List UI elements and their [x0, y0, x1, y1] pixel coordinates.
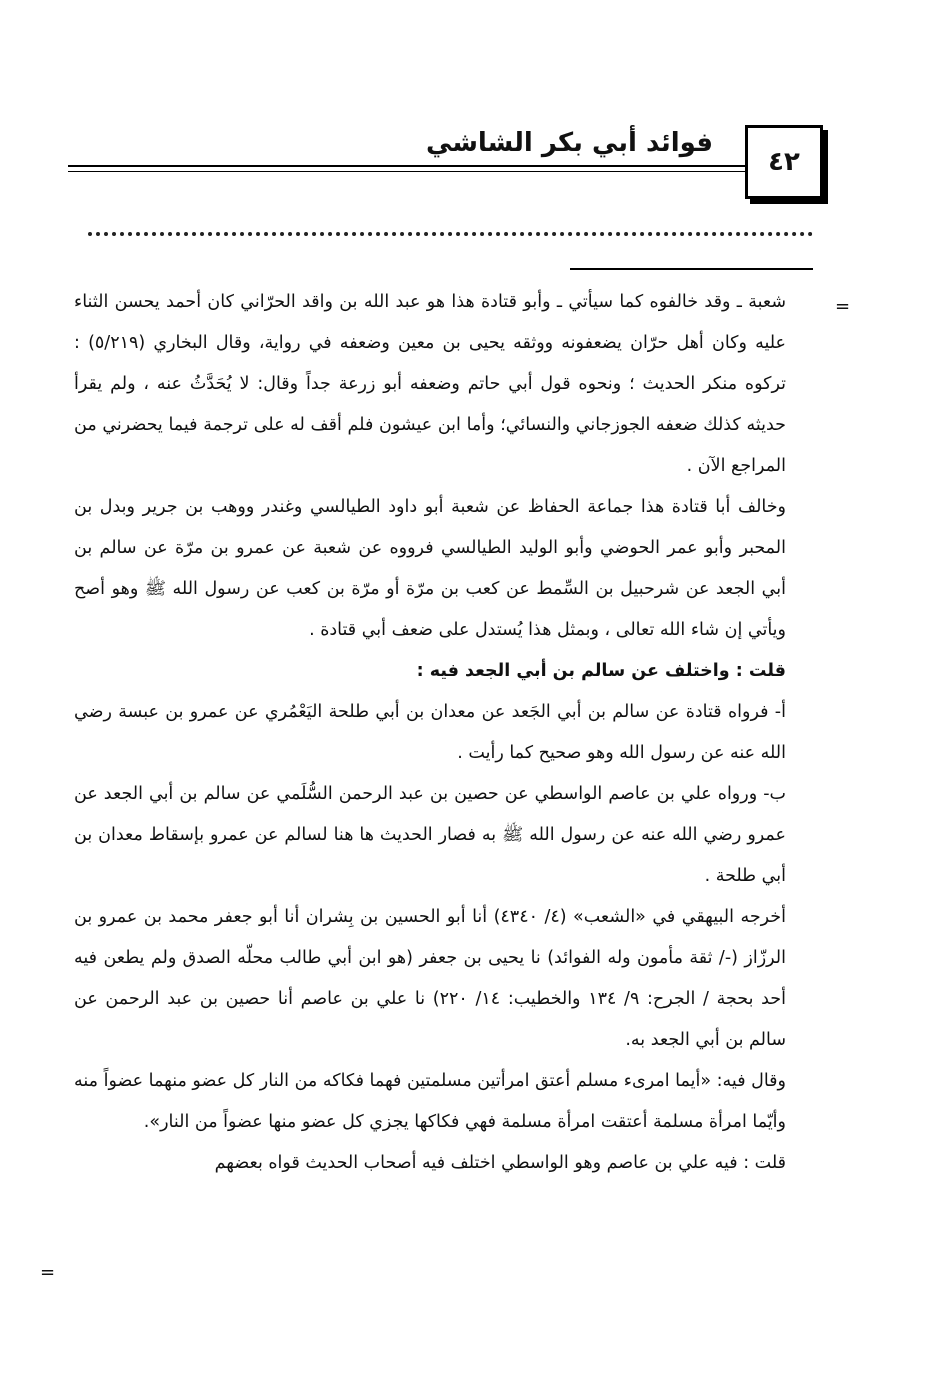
footnote-body	[74, 282, 786, 1184]
paragraph-alif: أ- فرواه قتادة عن سالم بن أبي الجَعد عن معدان بن أبي طلحة اليَعْمُري عن عمرو بن عبسة رضي الله عنه عن رسول الله وهو صحيح كما رأيت .	[74, 702, 786, 763]
paragraph-takhrij: أخرجه البيهقي في «الشعب» (٤/ ٤٣٤٠) أنا أبو الحسين بن بِشران أنا أبو جعفر محمد بن عمرو بن الرزّاز (-/ ثقة مأمون وله الفوائد) نا يحيى بن جعفر (هو ابن أبي طالب محلّه الصدق ولم يطعن فيه أحد بحجة / الجرح: ٩/ ١٣٤ والخطيب: ١٤/ ٢٢٠) نا علي بن عاصم أنا حصين بن عبد الرحمن عن سالم بن أبي الجعد به.	[74, 907, 786, 1050]
paragraph-qult-2: قلت : فيه علي بن عاصم وهو الواسطي اختلف فيه أصحاب الحديث قواه بعضهم	[214, 1153, 786, 1173]
qult-text: قلت : واختلف عن سالم بن أبي الجعد فيه :	[416, 661, 786, 681]
book-title: فوائد أبي بكر الشاشي	[426, 128, 713, 158]
header-rule-thin	[68, 171, 748, 172]
continuation-marker-bottom: =	[40, 1262, 56, 1283]
paragraph-quote: وقال فيه: «أيما امرىء مسلم أعتق امرأتين مسلمتين فهما فكاكه من النار كل عضو منهما عضواً منه وأيّما امرأة مسلمة أعتقت امرأة مسلمة فهي فكاكها يجزي كل عضو منها عضواً من النار».	[74, 1071, 786, 1132]
dotted-separator	[88, 232, 813, 236]
continuation-marker-top: =	[835, 296, 851, 317]
page-number: ٤٢	[745, 125, 823, 199]
paragraph-ba: ب- ورواه علي بن عاصم الواسطي عن حصين بن عبد الرحمن السُّلَمي عن سالم بن أبي الجعد عن عمرو رضي الله عنه عن رسول الله ﷺ به فصار الحديث ها هنا لسالم عن عمرو بإسقاط معدان بن أبي طلحة .	[74, 784, 786, 886]
paragraph-narrators: شعبة ـ وقد خالفوه كما سيأتي ـ وأبو قتادة هذا هو عبد الله بن واقد الحرّاني كان أحمد يحسن الثناء عليه وكان أهل حرّان يضعفونه ووثقه يحيى بن معين وضعفه في رواية، وقال البخاري (٥/٢١٩) : تركوه منكر الحديث ؛ ونحوه قول أبي حاتم وضعفه أبو زرعة جداً وقال: لا يُحَدَّثُ عنه ، ولم يقرأ حديثه كذلك ضعفه الجوزجاني والنسائي؛ وأما ابن عيشون فلم أقف له على ترجمة فيما يحضرني من المراجع الآن .	[74, 292, 787, 476]
header-rule	[68, 165, 748, 167]
paragraph-dissent: وخالف أبا قتادة هذا جماعة الحفاظ عن شعبة أبو داود الطيالسي وغندر ووهب بن جرير وبدل بن المحبر وأبو عمر الحوضي وأبو الوليد الطيالسي فرووه عن شعبة عن عمرو بن مرّة عن سالم بن أبي الجعد عن شرحبيل بن السِّمط عن كعب بن مرّة أو مرّة بن كعب عن رسول الله ﷺ وهو أصح ويأتي إن شاء الله تعالى ، وبمثل هذا يُستدل على ضعف أبي قتادة .	[74, 497, 786, 640]
paragraph-qult-1	[74, 651, 786, 692]
footnote-rule	[570, 268, 813, 270]
